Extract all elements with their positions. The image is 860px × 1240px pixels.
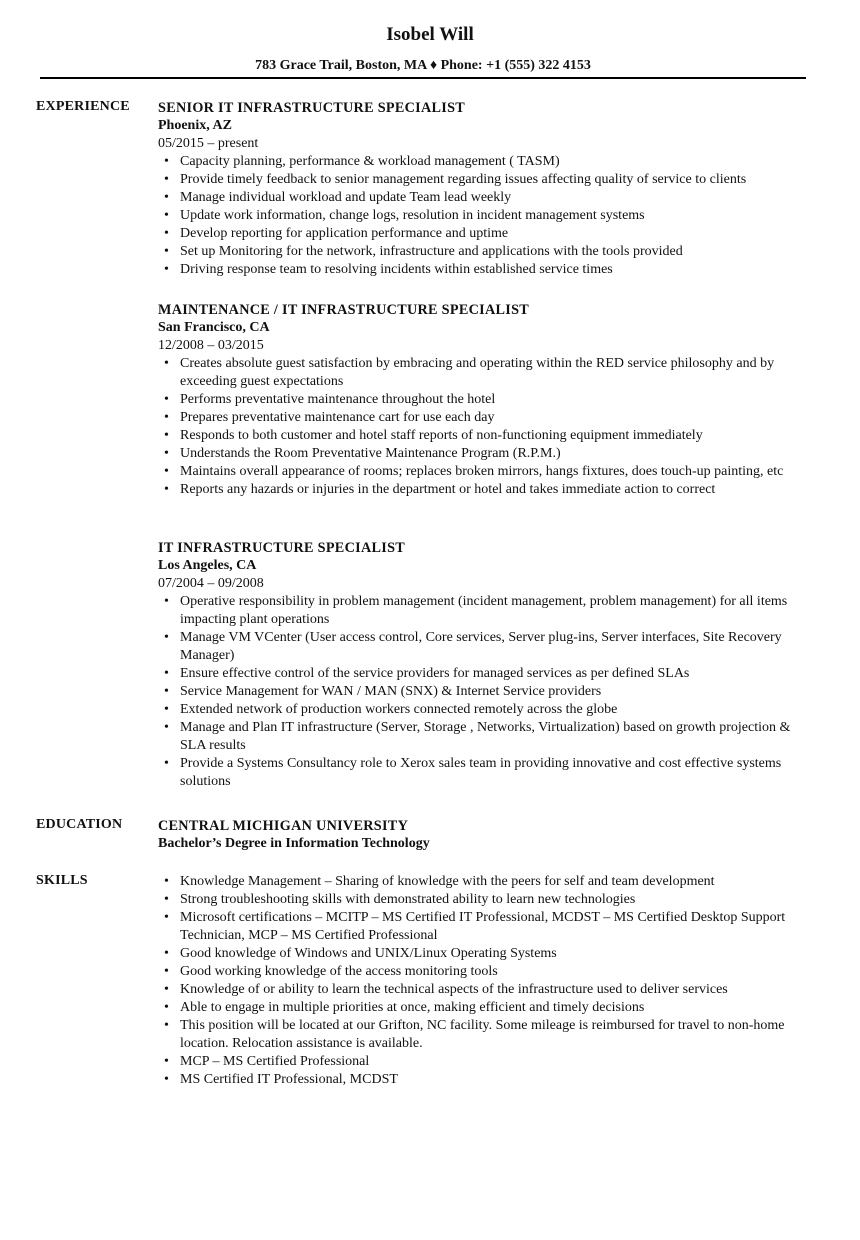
skill-item: • MCP – MS Certified Professional <box>158 1053 818 1071</box>
job-location: Los Angeles, CA <box>158 558 257 573</box>
job-bullet-list <box>158 593 818 791</box>
job-dates: 12/2008 – 03/2015 <box>158 338 264 353</box>
school-name: CENTRAL MICHIGAN UNIVERSITY <box>158 818 409 834</box>
section-label-skills: SKILLS <box>36 873 88 888</box>
job-bullet: • Understands the Room Preventative Maintenance Program (R.P.M.) <box>158 445 818 463</box>
job-bullet-list <box>158 355 818 499</box>
skills-list <box>158 873 818 1089</box>
section-label-experience: EXPERIENCE <box>36 99 130 114</box>
job-bullet: • Extended network of production workers connected remotely across the globe <box>158 701 818 719</box>
contact-line: 783 Grace Trail, Boston, MA ♦ Phone: +1 (555) 322 4153 <box>255 58 591 73</box>
job-entry <box>158 539 818 791</box>
job-bullet: • Manage individual workload and update Team lead weekly <box>158 189 818 207</box>
job-bullet: • Prepares preventative maintenance cart for use each day <box>158 409 818 427</box>
job-bullet: • Provide a Systems Consultancy role to Xerox sales team in providing innovative and cost effective systems solutions <box>158 755 818 791</box>
job-bullet: • Operative responsibility in problem management (incident management, problem management) for all items impacting plant operations <box>158 593 818 629</box>
job-bullet: • Set up Monitoring for the network, infrastructure and applications with the tools provided <box>158 243 818 261</box>
skill-item: • Good knowledge of Windows and UNIX/Linux Operating Systems <box>158 945 818 963</box>
job-title: SENIOR IT INFRASTRUCTURE SPECIALIST <box>158 100 466 116</box>
skill-item: • Knowledge of or ability to learn the technical aspects of the infrastructure used to deliver services <box>158 981 818 999</box>
job-bullet: • Ensure effective control of the service providers for managed services as per defined SLAs <box>158 665 818 683</box>
job-bullet: • Capacity planning, performance & workload management ( TASM) <box>158 153 818 171</box>
job-bullet: • Provide timely feedback to senior management regarding issues affecting quality of service to clients <box>158 171 818 189</box>
job-dates: 05/2015 – present <box>158 136 259 151</box>
job-bullet: • Manage and Plan IT infrastructure (Server, Storage , Networks, Virtualization) based on growth projection & SLA results <box>158 719 818 755</box>
job-dates: 07/2004 – 09/2008 <box>158 576 264 591</box>
skill-item: • Microsoft certifications – MCITP – MS Certified IT Professional, MCDST – MS Certified Desktop Support Technician, MCP – MS Certified Professional <box>158 909 818 945</box>
job-location: Phoenix, AZ <box>158 118 232 133</box>
job-bullet: • Responds to both customer and hotel staff reports of non-functioning equipment immediately <box>158 427 818 445</box>
skill-item: • This position will be located at our Grifton, NC facility. Some mileage is reimbursed for travel to non-home location. Relocation assistance is available. <box>158 1017 818 1053</box>
job-bullet: • Driving response team to resolving incidents within established service times <box>158 261 818 279</box>
degree: Bachelor’s Degree in Information Technology <box>158 836 430 851</box>
job-bullet: • Service Management for WAN / MAN (SNX) & Internet Service providers <box>158 683 818 701</box>
header-divider <box>40 77 806 79</box>
skill-item: • Knowledge Management – Sharing of knowledge with the peers for self and team development <box>158 873 818 891</box>
job-bullet-list <box>158 153 818 279</box>
skill-item: • Strong troubleshooting skills with demonstrated ability to learn new technologies <box>158 891 818 909</box>
candidate-name: Isobel Will <box>386 24 474 45</box>
job-bullet: • Reports any hazards or injuries in the department or hotel and takes immediate action to correct <box>158 481 818 499</box>
skill-item: • MS Certified IT Professional, MCDST <box>158 1071 818 1089</box>
job-title: IT INFRASTRUCTURE SPECIALIST <box>158 540 406 556</box>
skill-item: • Able to engage in multiple priorities at once, making efficient and timely decisions <box>158 999 818 1017</box>
education-entry <box>158 817 818 853</box>
job-bullet: • Manage VM VCenter (User access control, Core services, Server plug-ins, Server interfaces, Site Recovery Manager) <box>158 629 818 665</box>
job-bullet: • Develop reporting for application performance and uptime <box>158 225 818 243</box>
job-entry <box>158 301 818 499</box>
skill-item: • Good working knowledge of the access monitoring tools <box>158 963 818 981</box>
job-bullet: • Performs preventative maintenance throughout the hotel <box>158 391 818 409</box>
job-bullet: • Creates absolute guest satisfaction by embracing and operating within the RED service philosophy and by exceeding guest expectations <box>158 355 818 391</box>
skills-entry <box>158 873 818 1089</box>
job-bullet: • Maintains overall appearance of rooms; replaces broken mirrors, hangs fixtures, does touch-up painting, etc <box>158 463 818 481</box>
job-title: MAINTENANCE / IT INFRASTRUCTURE SPECIALIST <box>158 302 530 318</box>
job-entry <box>158 99 818 279</box>
section-label-education: EDUCATION <box>36 817 123 832</box>
job-bullet: • Update work information, change logs, resolution in incident management systems <box>158 207 818 225</box>
job-location: San Francisco, CA <box>158 320 270 335</box>
